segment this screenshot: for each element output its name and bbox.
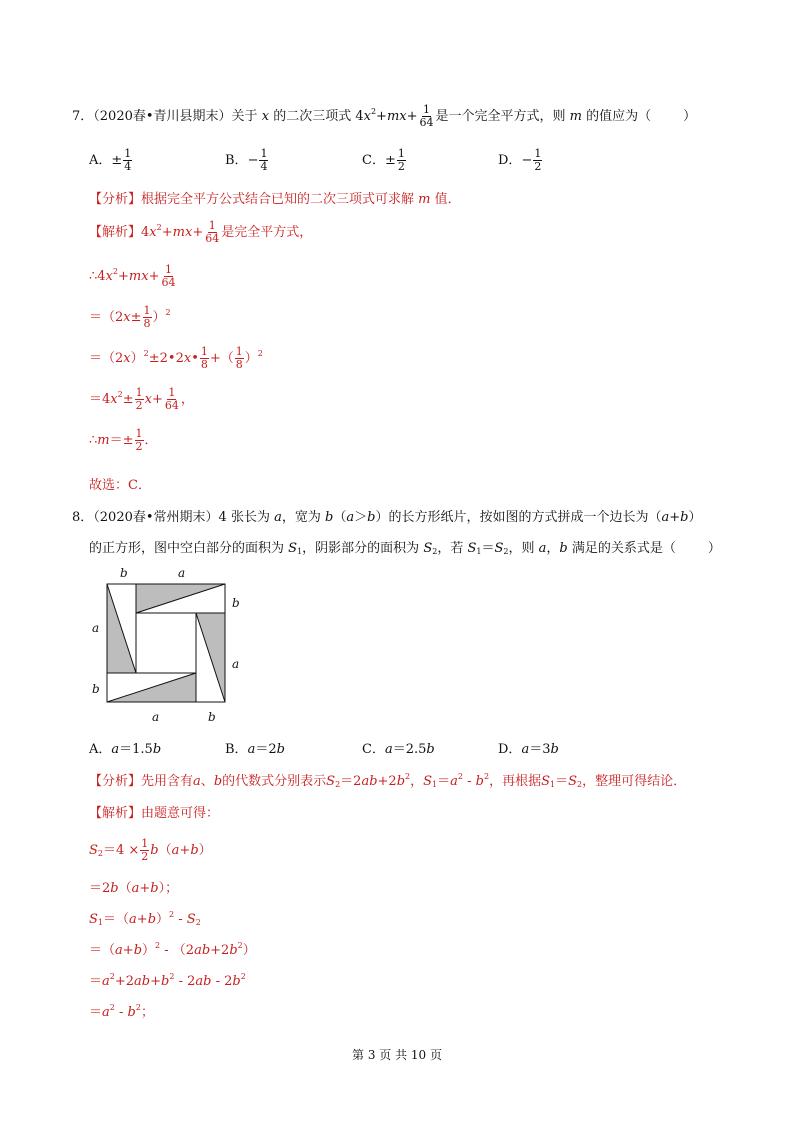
label-left-a: a — [92, 621, 100, 635]
q8-analysis: 【分析】先用含有a、b的代数式分别表示$S_2=2ab+2b^2$，$S_1=a^2 - b^2$，再根据$S_1=S_2$，整理可得结论． — [89, 772, 687, 789]
label-right-a: a — [232, 657, 240, 671]
q7-solution-line5: $=4x^2\pm$ $\frac{1}{2}$ x+ $\frac{1}{64}$ ， — [89, 386, 194, 412]
q8-stem-line1: 8．（2020春•常州期末）4 张长为 a，宽为 b（a＞b）的长方形纸片，按如图的方式拼成一个边长为（a+b） — [72, 510, 702, 525]
q7-option-d: D．− $\frac{1}{2}$ — [498, 147, 542, 173]
label-right-b: b — [232, 596, 240, 610]
pinwheel-square-figure — [90, 565, 250, 727]
q8-solution-heading: 【解析】由题意可得： — [89, 806, 220, 821]
inner-square — [136, 613, 196, 673]
q8-option-c: C．a＝2.5b — [362, 742, 435, 757]
q7-solution-line3: ＝（2x± $\frac{1}{8}$ ）$^2$ — [89, 304, 171, 330]
label-top-a: a — [178, 566, 186, 580]
q8-solution-line2: ＝2b（a+b）； — [89, 881, 179, 896]
q8-solution-line1: $S_2=4$ × $\frac{1}{2}$ b（a+b） — [89, 837, 212, 863]
q8-solution-line4: $=(a+b)^2 - (2ab+2b^2)$ — [89, 941, 256, 958]
q7-stem: 7．（2020春•青川县期末）关于 x 的二次三项式 $4x^2+mx+$ $\frac{1}{64}$ 是一个完全平方式，则 m 的值应为（ ） — [72, 103, 697, 129]
q8-solution-line3: $S_1=(a+b)^2 - S_2$ — [89, 910, 201, 927]
q7-analysis: 【分析】根据完全平方公式结合已知的二次三项式可求解 m 值． — [89, 192, 461, 207]
q8-stem-line2: 的正方形，图中空白部分的面积为 $S_1$，阴影部分的面积为 $S_2$，若 $S_1=S_2$，则 a，b 满足的关系式是（ ） — [89, 541, 721, 556]
page-footer: 第 3 页 共 10 页 — [352, 1048, 442, 1062]
q8-option-b: B．a＝2b — [225, 742, 285, 757]
q7-option-b: B．− $\frac{1}{4}$ — [225, 147, 268, 173]
q8-solution-line5: $=a^2+2ab+b^2 - 2ab - 2b^2$ — [89, 972, 246, 989]
q8-option-a: A．a＝1.5b — [89, 742, 162, 757]
q7-solution-line2: $\therefore 4x^2+mx+$ $\frac{1}{64}$ — [89, 263, 176, 289]
q7-solution-line4: $=(2x)^2\pm 2•2x•$ $\frac{1}{8}$ +（ $\frac{1}{8}$ ）$^2$ — [89, 345, 263, 371]
fraction: $\frac{1}{64}$ — [419, 103, 434, 129]
q8-option-d: D．a＝3b — [498, 742, 559, 757]
label-bottom-a: a — [152, 710, 160, 724]
q8-solution-line6: $=a^2 - b^2$； — [89, 1003, 154, 1020]
label-bottom-b: b — [208, 710, 216, 724]
q7-option-c: C．± $\frac{1}{2}$ — [362, 147, 405, 173]
q7-solution-line6: ∴m＝± $\frac{1}{2}$ ． — [89, 427, 158, 453]
label-left-b: b — [92, 682, 100, 696]
q7-answer: 故选：C． — [89, 478, 151, 493]
q7-solution-line1: 【解析】$4x^2+mx+$ $\frac{1}{64}$ 是完全平方式， — [89, 219, 313, 245]
label-top-b: b — [120, 566, 128, 580]
q7-option-a: A．± $\frac{1}{4}$ — [89, 147, 132, 173]
